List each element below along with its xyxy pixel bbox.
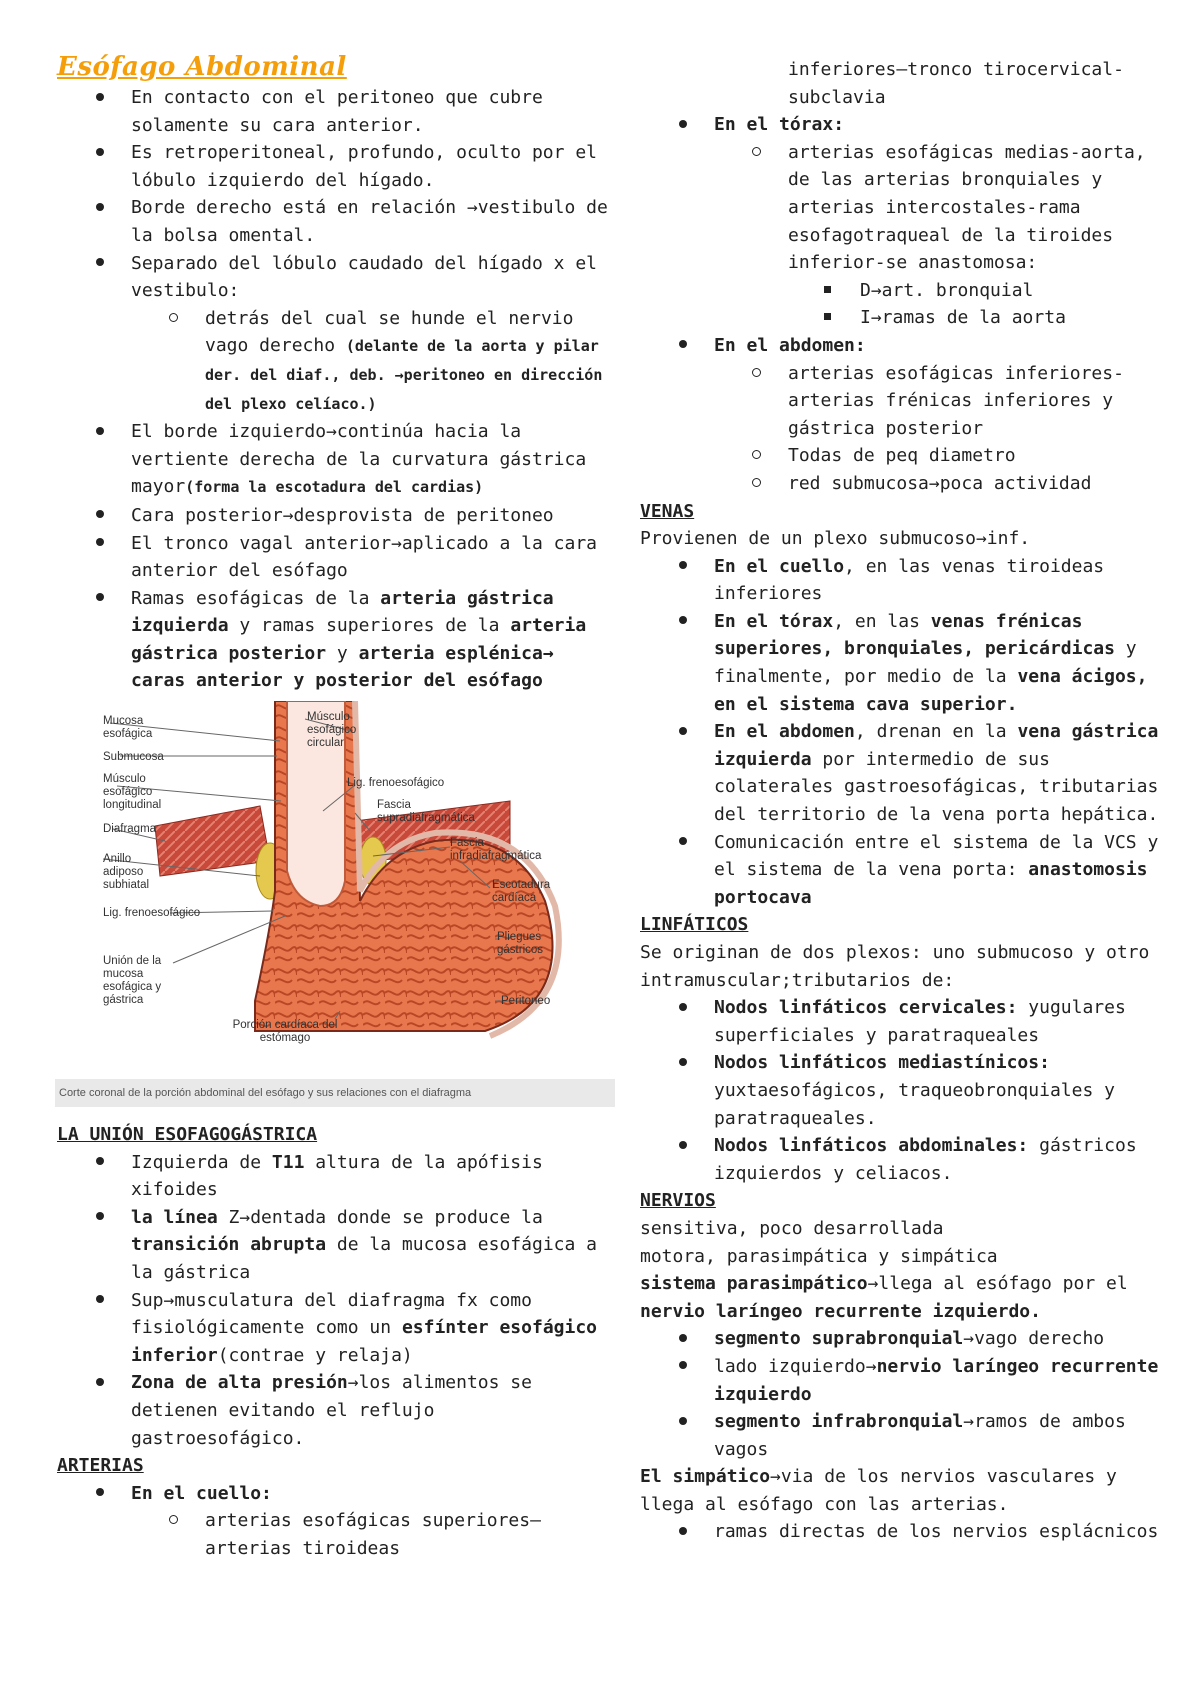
list-item: Separado del lóbulo caudado del hígado x el vestibulo: detrás del cual se hunde el nervio vago derecho (delante de la aorta y pilar der. del diaf., deb. →peritoneo en dirección del plexo celíaco.) — [57, 250, 617, 419]
bullet-icon — [96, 538, 104, 546]
list-item: En el cuello, en las venas tiroideas inferiores — [640, 553, 1160, 608]
label-musculo-circular: Músculo esofágico circular — [307, 711, 357, 750]
bullet-icon — [96, 1157, 104, 1165]
list-item: El borde izquierdo→continúa hacia la vertiente derecha de la curvatura gástrica mayor(forma la escotadura del cardias) — [57, 418, 617, 502]
bullet-icon — [96, 1212, 104, 1220]
list-item: Nodos linfáticos mediastínicos: yuxtaesofágicos, traqueobronquiales y paratraqueales. — [640, 1049, 1160, 1132]
circle-bullet-icon — [752, 450, 761, 459]
list-subsubitem: D→art. bronquial — [788, 277, 1160, 305]
label-porcion-cardiaca: Porción cardíaca del estómago — [232, 1019, 338, 1045]
bullet-icon — [679, 120, 687, 128]
label-mucosa: Mucosa esofágica — [103, 715, 153, 741]
label-lig-frenoesofagico-right: Lig. frenoesofágico — [347, 777, 445, 790]
list-subsubitem: I→ramas de la aorta — [788, 304, 1160, 332]
list-item: Nodos linfáticos cervicales: yugulares superficiales y paratraqueales — [640, 994, 1160, 1049]
list-item: Es retroperitoneal, profundo, oculto por el lóbulo izquierdo del hígado. — [57, 139, 617, 194]
bullet-icon — [679, 340, 687, 348]
bullet-icon — [679, 837, 687, 845]
label-submucosa: Submucosa — [103, 751, 164, 764]
label-fascia-infra: Fascia infradiafragmática — [450, 837, 542, 863]
list-item: Nodos linfáticos abdominales: gástricos izquierdos y celiacos. — [640, 1132, 1160, 1187]
list-subitem: arterias esofágicas medias-aorta, de las arterias bronquiales y arterias intercostales-rama esofagotraqueal de la tiroides inferior-se anastomosa: D→art. bronquial I→ramas de la aorta — [714, 139, 1160, 332]
list-item: ramas directas de los nervios esplácnicos — [640, 1518, 1160, 1546]
arterias-list-cont — [640, 111, 1160, 497]
circle-bullet-icon — [169, 313, 178, 322]
bullet-icon — [679, 1361, 687, 1369]
bullet-icon — [96, 1378, 104, 1386]
label-pliegues: Pliegues gástricos — [497, 931, 544, 957]
label-peritoneo: Peritoneo — [501, 995, 551, 1008]
linfaticos-intro: Se originan de dos plexos: uno submucoso y otro intramuscular;tributarios de: — [640, 942, 1150, 991]
list-item: En el tórax: arterias esofágicas medias-aorta, de las arterias bronquiales y arterias intercostales-rama esofagotraqueal de la tiroides inferior-se anastomosa: D→art. bronquial I→ramas de la aorta — [640, 111, 1160, 332]
figure-caption: Corte coronal de la porción abdominal del esófago y sus relaciones con el diafragma — [55, 1079, 615, 1107]
list-item: Ramas esofágicas de la arteria gástrica izquierda y ramas superiores de la arteria gástrica posterior y arteria esplénica→ caras anterior y posterior del esófago — [57, 585, 617, 695]
simpatico-list — [640, 1518, 1160, 1546]
bullet-icon — [679, 1058, 687, 1066]
list-subitem: Todas de peq diametro — [714, 442, 1160, 470]
label-diafragma: Diafragma — [103, 823, 157, 836]
label-anillo: Anillo adiposo subhiatal — [103, 853, 150, 892]
list-item: Zona de alta presión→los alimentos se detienen evitando el reflujo gastroesofágico. — [57, 1369, 617, 1452]
bullet-icon — [96, 1488, 104, 1496]
list-subitem: detrás del cual se hunde el nervio vago derecho (delante de la aorta y pilar der. del diaf., deb. →peritoneo en dirección del plexo celíaco.) — [131, 305, 617, 418]
venas-intro: Provienen de un plexo submucoso→inf. — [640, 528, 1031, 550]
square-bullet-icon — [824, 286, 831, 293]
list-item: segmento infrabronquial→ramos de ambos vagos — [640, 1408, 1160, 1463]
list-subitem: arterias esofágicas inferiores-arterias frénicas inferiores y gástrica posterior — [714, 360, 1160, 443]
label-musculo-longitudinal: Músculo esofágico longitudinal — [103, 773, 162, 812]
square-bullet-icon — [824, 313, 831, 320]
circle-bullet-icon — [752, 147, 761, 156]
label-fascia-supra: Fascia supradiafragmática — [377, 799, 475, 825]
section-heading-venas: VENAS — [640, 500, 695, 522]
right-column — [640, 56, 1160, 1546]
section-heading-union: LA UNIÓN ESOFAGOGÁSTRICA — [57, 1124, 318, 1146]
bullet-icon — [96, 1295, 104, 1303]
nervios-simpatico: El simpático→via de los nervios vasculares y llega al esófago con las arterias. — [640, 1466, 1117, 1515]
venas-list — [640, 553, 1160, 912]
circle-bullet-icon — [752, 368, 761, 377]
page-title: Esófago Abdominal — [57, 52, 347, 82]
bullet-icon — [679, 727, 687, 735]
list-item: En el abdomen: arterias esofágicas inferiores-arterias frénicas inferiores y gástrica posterior Todas de peq diametro red submucosa→poca actividad — [640, 332, 1160, 498]
bullet-icon — [679, 1003, 687, 1011]
nervios-line: sensitiva, poco desarrollada — [640, 1217, 944, 1239]
circle-bullet-icon — [169, 1515, 178, 1524]
anatomy-figure — [55, 701, 615, 1111]
section-heading-arterias: ARTERIAS — [57, 1455, 144, 1477]
bullet-icon — [679, 1141, 687, 1149]
bullet-icon — [96, 203, 104, 211]
list-item: Izquierda de T11 altura de la apófisis xifoides — [57, 1149, 617, 1204]
circle-bullet-icon — [752, 478, 761, 487]
continued-text: inferiores—tronco tirocervical-subclavia — [788, 59, 1124, 108]
nervios-list — [640, 1325, 1160, 1463]
list-item: segmento suprabronquial→vago derecho — [640, 1325, 1160, 1353]
list-item: En contacto con el peritoneo que cubre solamente su cara anterior. — [57, 84, 617, 139]
list-item: El tronco vagal anterior→aplicado a la cara anterior del esófago — [57, 530, 617, 585]
list-item: Cara posterior→desprovista de peritoneo — [57, 502, 617, 530]
nervios-parasimpatico: sistema parasimpático→llega al esófago por el nervio laríngeo recurrente izquierdo. — [640, 1273, 1128, 1322]
left-column — [57, 50, 617, 1563]
list-item: En el abdomen, drenan en la vena gástrica izquierda por intermedio de sus colaterales gastroesofágicas, tributarias del territorio de la vena porta hepática. — [640, 718, 1160, 828]
nervios-line: motora, parasimpática y simpática — [640, 1245, 998, 1267]
list-item: la línea Z→dentada donde se produce la transición abrupta de la mucosa esofágica a la gástrica — [57, 1204, 617, 1287]
list-item: En el tórax, en las venas frénicas superiores, bronquiales, pericárdicas y finalmente, por medio de la vena ácigos, en el sistema cava superior. — [640, 608, 1160, 718]
list-item: lado izquierdo→nervio laríngeo recurrente izquierdo — [640, 1353, 1160, 1408]
list-item: Comunicación entre el sistema de la VCS y el sistema de la vena porta: anastomosis portocava — [640, 829, 1160, 912]
list-item: Borde derecho está en relación →vestibulo de la bolsa omental. — [57, 194, 617, 249]
bullet-icon — [679, 561, 687, 569]
intro-list — [57, 84, 617, 695]
bullet-icon — [679, 1527, 687, 1535]
bullet-icon — [679, 616, 687, 624]
list-subitem: red submucosa→poca actividad — [714, 470, 1160, 498]
linfaticos-list — [640, 994, 1160, 1187]
label-union: Unión de la mucosa esofágica y gástrica — [103, 955, 162, 1007]
bullet-icon — [96, 510, 104, 518]
union-list — [57, 1149, 617, 1453]
list-item: En el cuello: arterias esofágicas superiores—arterias tiroideas — [57, 1480, 617, 1563]
list-subitem: arterias esofágicas superiores—arterias tiroideas — [131, 1507, 617, 1562]
bullet-icon — [679, 1334, 687, 1342]
section-heading-nervios: NERVIOS — [640, 1190, 716, 1212]
bullet-icon — [96, 148, 104, 156]
bullet-icon — [96, 593, 104, 601]
bullet-icon — [96, 258, 104, 266]
section-heading-linfaticos: LINFÁTICOS — [640, 914, 749, 936]
label-escotadura: Escotadura cardíaca — [492, 879, 551, 905]
bullet-icon — [96, 93, 104, 101]
bullet-icon — [96, 427, 104, 435]
arterias-list — [57, 1480, 617, 1563]
list-item: Sup→musculatura del diafragma fx como fisiológicamente como un esfínter esofágico inferior(contrae y relaja) — [57, 1287, 617, 1370]
label-lig-frenoesofagico-left: Lig. frenoesofágico — [103, 907, 201, 920]
bullet-icon — [679, 1417, 687, 1425]
